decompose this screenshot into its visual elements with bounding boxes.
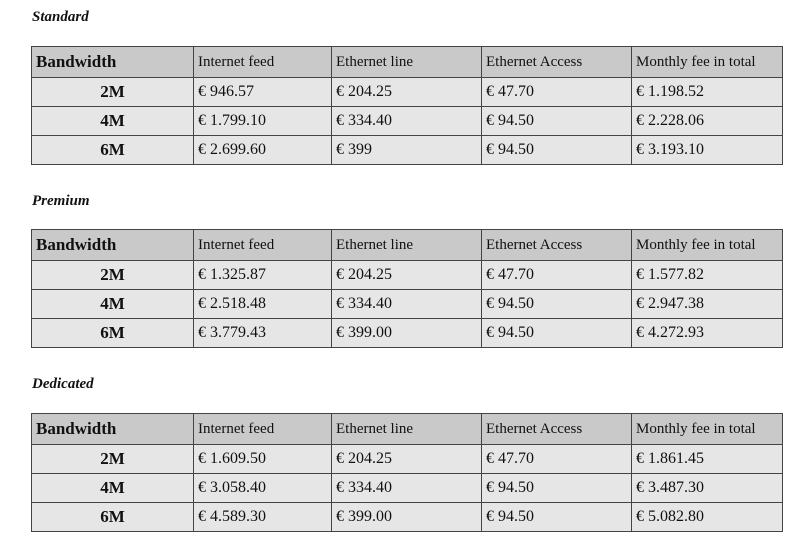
monthly-fee-cell: € 3.487.30 xyxy=(632,474,783,503)
bandwidth-cell: 2M xyxy=(32,261,194,290)
table-row xyxy=(32,136,783,165)
ethernet-access-cell: € 94.50 xyxy=(482,107,632,136)
monthly-fee-cell: € 1.861.45 xyxy=(632,445,783,474)
ethernet-line-cell: € 204.25 xyxy=(332,261,482,290)
monthly-fee-cell: € 1.577.82 xyxy=(632,261,783,290)
internet-feed-header: Internet feed xyxy=(194,414,332,445)
ethernet-access-cell: € 94.50 xyxy=(482,290,632,319)
ethernet-access-cell: € 47.70 xyxy=(482,261,632,290)
table-header-row xyxy=(32,47,783,78)
bandwidth-cell: 6M xyxy=(32,136,194,165)
internet-feed-cell: € 2.699.60 xyxy=(194,136,332,165)
bandwidth-cell: 6M xyxy=(32,319,194,348)
bandwidth-header: Bandwidth xyxy=(32,230,194,261)
monthly-fee-header: Monthly fee in total xyxy=(632,230,783,261)
monthly-fee-cell: € 2.228.06 xyxy=(632,107,783,136)
dedicated-fee-table xyxy=(31,413,783,532)
internet-feed-cell: € 1.609.50 xyxy=(194,445,332,474)
ethernet-line-header: Ethernet line xyxy=(332,47,482,78)
bandwidth-header: Bandwidth xyxy=(32,414,194,445)
bandwidth-cell: 4M xyxy=(32,107,194,136)
monthly-fee-cell: € 1.198.52 xyxy=(632,78,783,107)
section-title-standard: Standard xyxy=(32,9,89,25)
bandwidth-header: Bandwidth xyxy=(32,47,194,78)
ethernet-line-header: Ethernet line xyxy=(332,414,482,445)
internet-feed-cell: € 946.57 xyxy=(194,78,332,107)
bandwidth-cell: 4M xyxy=(32,474,194,503)
ethernet-access-cell: € 94.50 xyxy=(482,319,632,348)
table-row xyxy=(32,261,783,290)
ethernet-access-header: Ethernet Access xyxy=(482,47,632,78)
internet-feed-header: Internet feed xyxy=(194,230,332,261)
ethernet-line-cell: € 204.25 xyxy=(332,445,482,474)
ethernet-access-cell: € 94.50 xyxy=(482,136,632,165)
ethernet-access-cell: € 94.50 xyxy=(482,474,632,503)
internet-feed-cell: € 4.589.30 xyxy=(194,503,332,532)
ethernet-line-cell: € 334.40 xyxy=(332,107,482,136)
table-row xyxy=(32,319,783,348)
ethernet-line-cell: € 204.25 xyxy=(332,78,482,107)
internet-feed-cell: € 3.058.40 xyxy=(194,474,332,503)
internet-feed-cell: € 1.325.87 xyxy=(194,261,332,290)
bandwidth-cell: 4M xyxy=(32,290,194,319)
bandwidth-cell: 2M xyxy=(32,78,194,107)
ethernet-access-header: Ethernet Access xyxy=(482,414,632,445)
monthly-fee-header: Monthly fee in total xyxy=(632,47,783,78)
ethernet-line-cell: € 399 xyxy=(332,136,482,165)
internet-feed-cell: € 2.518.48 xyxy=(194,290,332,319)
table-header-row xyxy=(32,230,783,261)
bandwidth-cell: 2M xyxy=(32,445,194,474)
ethernet-access-cell: € 94.50 xyxy=(482,503,632,532)
ethernet-line-header: Ethernet line xyxy=(332,230,482,261)
section-title-dedicated: Dedicated xyxy=(32,376,94,392)
monthly-fee-header: Monthly fee in total xyxy=(632,414,783,445)
internet-feed-header: Internet feed xyxy=(194,47,332,78)
table-row xyxy=(32,107,783,136)
internet-feed-cell: € 3.779.43 xyxy=(194,319,332,348)
table-row xyxy=(32,503,783,532)
ethernet-line-cell: € 399.00 xyxy=(332,319,482,348)
table-row xyxy=(32,474,783,503)
table-row xyxy=(32,290,783,319)
ethernet-line-cell: € 334.40 xyxy=(332,474,482,503)
monthly-fee-cell: € 3.193.10 xyxy=(632,136,783,165)
section-title-premium: Premium xyxy=(32,193,90,209)
ethernet-line-cell: € 334.40 xyxy=(332,290,482,319)
monthly-fee-cell: € 2.947.38 xyxy=(632,290,783,319)
monthly-fee-cell: € 5.082.80 xyxy=(632,503,783,532)
standard-fee-table xyxy=(31,46,783,165)
table-row xyxy=(32,445,783,474)
ethernet-access-cell: € 47.70 xyxy=(482,78,632,107)
ethernet-access-cell: € 47.70 xyxy=(482,445,632,474)
ethernet-line-cell: € 399.00 xyxy=(332,503,482,532)
bandwidth-cell: 6M xyxy=(32,503,194,532)
ethernet-access-header: Ethernet Access xyxy=(482,230,632,261)
monthly-fee-cell: € 4.272.93 xyxy=(632,319,783,348)
internet-feed-cell: € 1.799.10 xyxy=(194,107,332,136)
table-header-row xyxy=(32,414,783,445)
premium-fee-table xyxy=(31,229,783,348)
table-row xyxy=(32,78,783,107)
